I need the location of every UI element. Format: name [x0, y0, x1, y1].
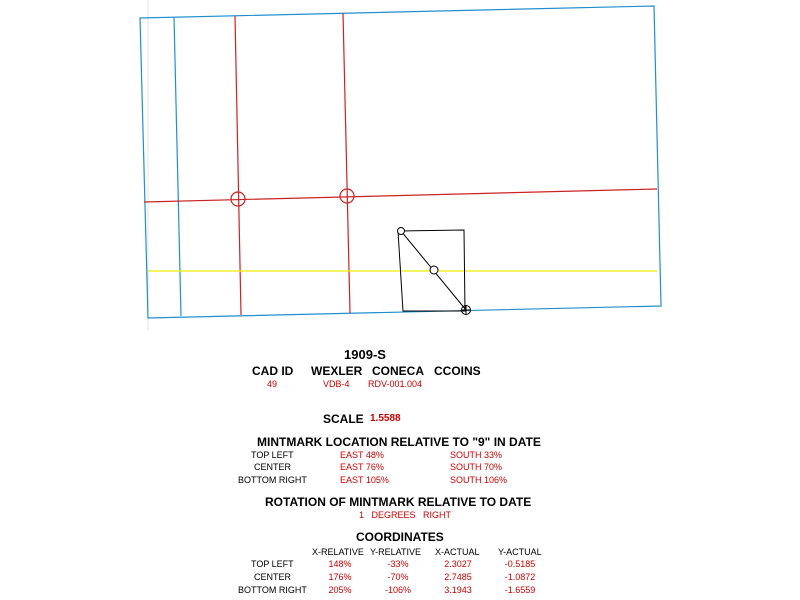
location-row-label: CENTER	[254, 462, 292, 472]
vertical-grid-line-2	[343, 13, 350, 313]
coneca-value: RDV-001.004	[368, 379, 423, 389]
coneca-label: CONECA	[372, 364, 425, 378]
location-row-south: SOUTH 106%	[450, 475, 508, 485]
coord-header-y-relative: Y-RELATIVE	[370, 547, 422, 557]
coord-row-label: TOP LEFT	[251, 559, 294, 569]
coin-title: 1909-S	[344, 347, 386, 362]
scale-value: 1.5588	[370, 413, 401, 424]
coord-row-label: BOTTOM RIGHT	[238, 585, 307, 595]
coord-y-relative: -70%	[387, 572, 409, 582]
scale-label: SCALE	[323, 412, 364, 426]
mintmark-location-title: MINTMARK LOCATION RELATIVE TO "9" IN DATE	[257, 435, 541, 449]
cad-id-label: CAD ID	[252, 364, 294, 378]
location-row-label: TOP LEFT	[251, 450, 294, 460]
coord-x-relative: 148%	[328, 559, 352, 569]
mintmark-top-left-marker	[398, 228, 405, 235]
rotation-title: ROTATION OF MINTMARK RELATIVE TO DATE	[265, 495, 532, 509]
location-row-east: EAST 76%	[340, 462, 384, 472]
coord-x-relative: 176%	[328, 572, 352, 582]
rotation-value: 1 DEGREES RIGHT	[359, 510, 452, 520]
ccoins-label: CCOINS	[434, 364, 481, 378]
horizontal-grid-line	[144, 189, 657, 202]
coord-x-actual: 2.7485	[444, 572, 472, 582]
coord-header-x-relative: X-RELATIVE	[312, 547, 364, 557]
wexler-label: WEXLER	[311, 364, 363, 378]
coord-y-relative: -106%	[384, 585, 411, 595]
location-row-east: EAST 105%	[340, 475, 389, 485]
location-row-south: SOUTH 70%	[450, 462, 503, 472]
coord-x-actual: 3.1943	[444, 585, 472, 595]
coord-header-y-actual: Y-ACTUAL	[498, 547, 542, 557]
mintmark-center-marker	[430, 266, 438, 274]
vertical-grid-line-1	[235, 16, 241, 315]
coord-x-relative: 205%	[328, 585, 352, 595]
location-row-south: SOUTH 33%	[450, 450, 503, 460]
coord-y-actual: -1.0872	[504, 572, 536, 582]
location-row-label: BOTTOM RIGHT	[238, 475, 307, 485]
wexler-value: VDB-4	[323, 379, 350, 389]
coord-y-relative: -33%	[387, 559, 409, 569]
coord-y-actual: -0.5185	[504, 559, 536, 569]
coord-row-label: CENTER	[254, 572, 292, 582]
cad-id-value: 49	[266, 379, 277, 389]
coordinates-title: COORDINATES	[356, 530, 444, 544]
coord-y-actual: -1.6559	[504, 585, 536, 595]
coord-header-x-actual: X-ACTUAL	[435, 547, 480, 557]
coord-x-actual: 2.3027	[444, 559, 472, 569]
location-row-east: EAST 48%	[340, 450, 384, 460]
